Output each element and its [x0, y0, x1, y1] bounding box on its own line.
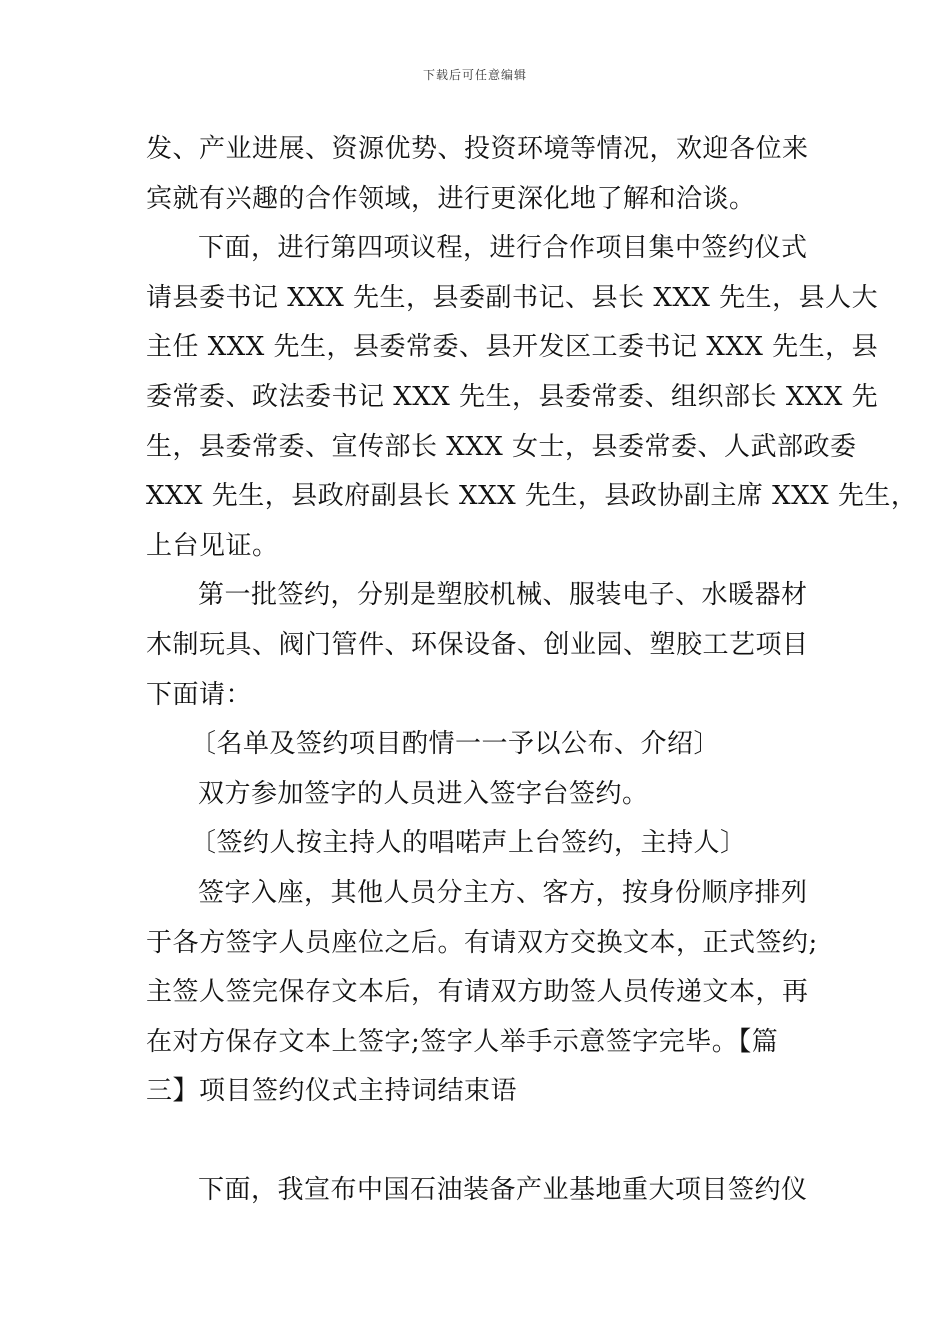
- text-line: 上台见证。: [146, 530, 279, 561]
- paragraph-gap: [146, 1117, 814, 1167]
- text-line: 主签人签完保存文本后，有请双方助签人员传递文本，再: [146, 977, 809, 1008]
- text-line: 下面，我宣布中国石油装备产业基地重大项目签约仪: [198, 1175, 808, 1206]
- text-line: 第一批签约，分别是塑胶机械、服装电子、水暖器材: [198, 580, 808, 611]
- text-line: 委常委、政法委书记 XXX 先生，县委常委、组织部长 XXX 先: [146, 381, 879, 412]
- text-line: 请县委书记 XXX 先生，县委副书记、县长 XXX 先生，县人大: [146, 282, 879, 313]
- text-line: 下面请：: [146, 679, 253, 710]
- text-line: 木制玩具、阀门管件、环保设备、创业园、塑胶工艺项目: [146, 629, 809, 660]
- text-line: 主任 XXX 先生，县委常委、县开发区工委书记 XXX 先生，县: [146, 332, 879, 363]
- page-header: 下载后可任意编辑: [422, 68, 527, 82]
- text-line: 发、产业进展、资源优势、投资环境等情况，欢迎各位来: [146, 134, 809, 164]
- text-line: XXX 先生，县政府副县长 XXX 先生，县政协副主席 XXX 先生，: [146, 481, 918, 512]
- text-line: 生，县委常委、宣传部长 XXX 女士，县委常委、人武部政委: [146, 431, 857, 462]
- document-body: [146, 125, 918, 1216]
- text-line: 双方参加签字的人员进入签字台签约。: [198, 778, 649, 809]
- text-line: 宾就有兴趣的合作领域，进行更深化地了解和洽谈。: [146, 183, 756, 214]
- text-line: 签字入座，其他人员分主方、客方，按身份顺序排列: [198, 877, 808, 908]
- text-line: 下面，进行第四项议程，进行合作项目集中签约仪式: [198, 233, 808, 264]
- text-line: 三】项目签约仪式主持词结束语: [146, 1076, 518, 1107]
- text-line: 在对方保存文本上签字;签字人举手示意签字完毕。【篇: [146, 1026, 779, 1057]
- text-line: 〔名单及签约项目酌情一一予以公布、介绍〕: [190, 729, 721, 760]
- text-line: 〔签约人按主持人的唱喏声上台签约，主持人〕: [190, 828, 747, 859]
- text-line: 于各方签字人员座位之后。有请双方交换文本，正式签约;: [146, 927, 818, 958]
